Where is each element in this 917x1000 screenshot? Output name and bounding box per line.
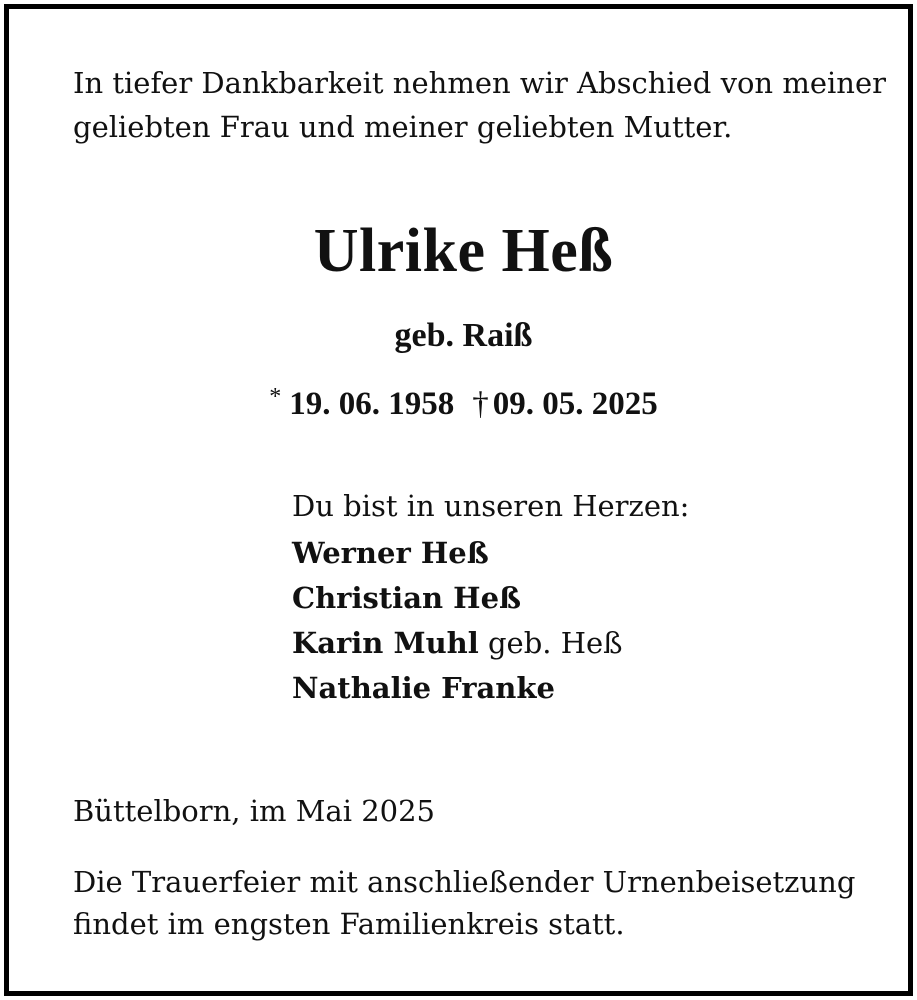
funeral-info-line-1: Die Trauerfeier mit anschließender Urnenbeisetzung [73, 865, 856, 899]
intro-line-2: geliebten Frau und meiner geliebten Mutter. [73, 110, 733, 144]
intro-text [73, 61, 886, 149]
funeral-info-line-2: findet im engsten Familienkreis statt. [73, 907, 625, 941]
deceased-name: Ulrike Heß [313, 217, 614, 285]
death-cross-icon: † [472, 386, 489, 422]
mourner-item [292, 621, 623, 666]
mourner-note: geb. Heß [478, 626, 623, 660]
mourner-item [292, 576, 623, 621]
mourner-name: Werner Heß [292, 536, 489, 570]
obituary-notice [4, 4, 913, 996]
mourner-name: Christian Heß [292, 581, 522, 615]
funeral-info [73, 861, 873, 945]
mourner-name: Nathalie Franke [292, 671, 555, 705]
birth-date: 19. 06. 1958 [289, 386, 455, 422]
intro-line-1: In tiefer Dankbarkeit nehmen wir Abschied von meiner [73, 66, 886, 100]
mourners-list [292, 531, 623, 711]
mourner-item [292, 531, 623, 576]
maiden-name: geb. Raiß [394, 317, 533, 354]
place-and-date: Büttelborn, im Mai 2025 [73, 794, 436, 828]
birth-star-icon: * [269, 384, 282, 410]
death-date: 09. 05. 2025 [492, 386, 658, 422]
life-dates [9, 374, 917, 427]
mourner-item [292, 666, 623, 711]
mourner-name: Karin Muhl [292, 626, 479, 660]
hearts-line: Du bist in unseren Herzen: [292, 489, 690, 523]
